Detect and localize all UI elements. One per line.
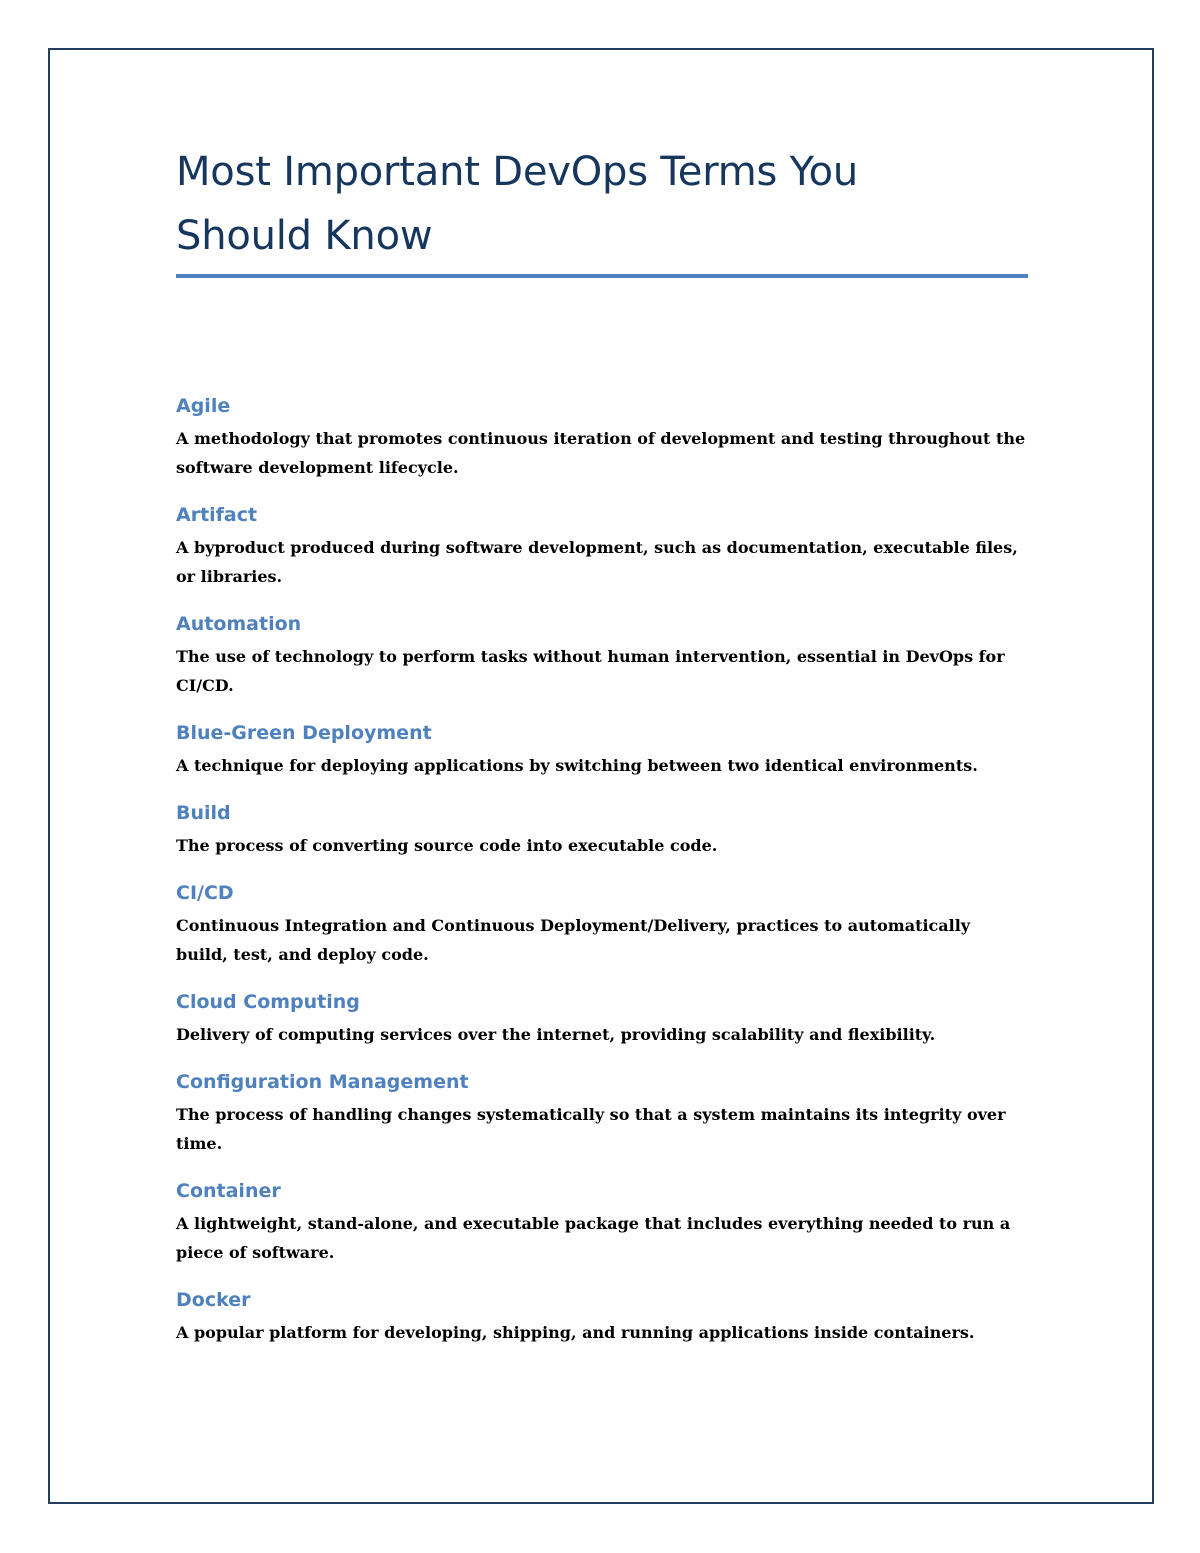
glossary-entry	[176, 801, 1030, 860]
glossary-entry	[176, 881, 1030, 969]
term-heading: Build	[176, 802, 231, 824]
term-definition: The process of converting source code into executable code.	[176, 836, 718, 855]
term-heading: Container	[176, 1180, 281, 1202]
term-heading: CI/CD	[176, 882, 234, 904]
glossary-entry	[176, 721, 1030, 780]
term-heading: Cloud Computing	[176, 991, 360, 1013]
term-heading: Artifact	[176, 504, 258, 526]
glossary-entry	[176, 990, 1030, 1049]
term-definition: A popular platform for developing, shipping, and running applications inside containers.	[176, 1323, 975, 1342]
term-definition: The process of handling changes systematically so that a system maintains its integrity over time.	[176, 1105, 1006, 1153]
term-definition: A methodology that promotes continuous iteration of development and testing throughout the software development lifecycle.	[176, 429, 1026, 477]
document-content	[176, 140, 1030, 1368]
glossary-entry	[176, 1070, 1030, 1158]
term-definition: A lightweight, stand-alone, and executable package that includes everything needed to run a piece of software.	[176, 1214, 1011, 1262]
term-heading: Blue-Green Deployment	[176, 722, 432, 744]
term-definition: Continuous Integration and Continuous Deployment/Delivery, practices to automatically build, test, and deploy code.	[176, 916, 971, 964]
term-heading: Automation	[176, 613, 302, 635]
glossary-entry	[176, 503, 1030, 591]
term-heading: Docker	[176, 1289, 251, 1311]
glossary-entry	[176, 612, 1030, 700]
term-definition: The use of technology to perform tasks without human intervention, essential in DevOps for CI/CD.	[176, 647, 1005, 695]
document-title	[176, 140, 1030, 268]
term-definition: A byproduct produced during software development, such as documentation, executable files, or libraries.	[176, 538, 1018, 586]
document-title-line-2: Should Know	[176, 213, 433, 259]
glossary-entry	[176, 1179, 1030, 1267]
glossary-entry	[176, 394, 1030, 482]
term-heading: Agile	[176, 395, 231, 417]
glossary-entry	[176, 1288, 1030, 1347]
term-heading: Configuration Management	[176, 1071, 469, 1093]
title-underline	[176, 274, 1028, 278]
term-definition: A technique for deploying applications by switching between two identical environments.	[176, 756, 978, 775]
term-definition: Delivery of computing services over the internet, providing scalability and flexibility.	[176, 1025, 936, 1044]
glossary-list	[176, 394, 1030, 1347]
document-title-line-1: Most Important DevOps Terms You	[176, 149, 859, 195]
